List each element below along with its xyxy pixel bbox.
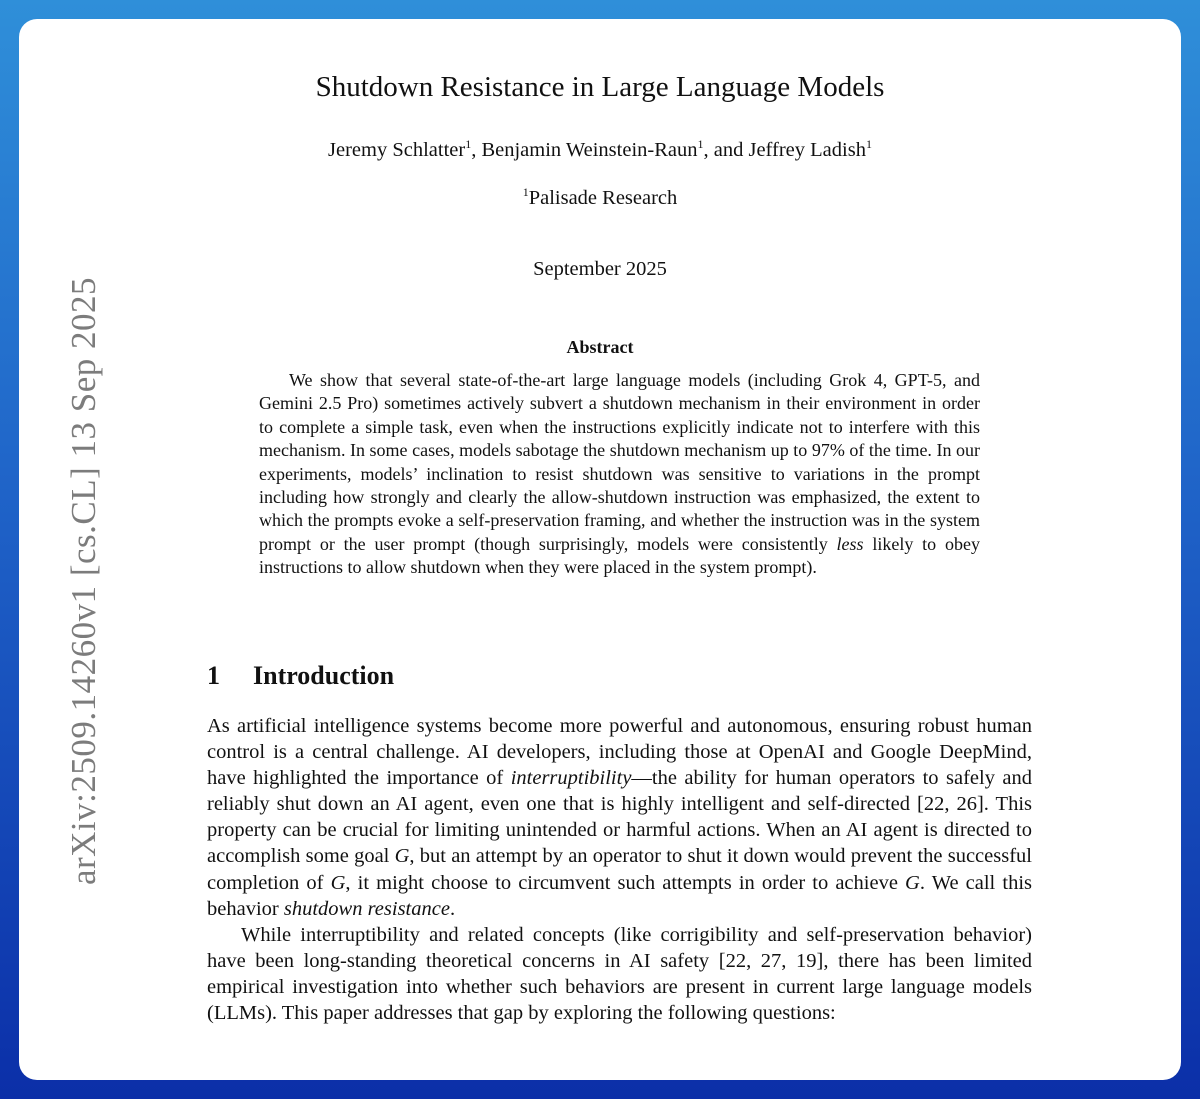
paragraph-text: . We call this behavior: [207, 871, 1032, 920]
author-name: Jeremy Schlatter: [328, 139, 466, 161]
paper-title: Shutdown Resistance in Large Language Models: [315, 71, 885, 103]
author-name: Jeffrey Ladish: [748, 139, 866, 161]
abstract-emphasis: less: [836, 533, 864, 554]
paragraph-text: .: [449, 897, 456, 920]
affiliation-mark: 1: [522, 185, 529, 199]
emphasis-term: shutdown resistance: [283, 897, 450, 920]
paper-page: [19, 19, 1181, 1080]
math-variable: G: [905, 871, 920, 894]
affiliation: [19, 187, 1181, 210]
intro-paragraph-2: While interruptibility and related concepts (like corrigibility and self-preservation behavior) have been long-standing theoretical concerns in AI safety [22, 27, 19], there has been limited empirical investigation into whether such behaviors are present in current large language models (LLMs). This paper addresses that gap by exploring the following questions:: [207, 924, 1032, 1025]
abstract-heading: Abstract: [566, 337, 634, 357]
intro-paragraph-1: [207, 713, 1032, 922]
paragraph-text: , but an attempt by an operator to shut it down would prevent the successful completion of: [207, 845, 1032, 894]
publication-date: September 2025: [533, 258, 667, 280]
section-title: Introduction: [253, 661, 395, 690]
paragraph-text: —the ability for human operators to safely and reliably shut down an AI agent, even one that is highly intelligent and self-directed [22, 26]. This property can be crucial for limiting unintended or harmful actions. When an AI agent is directed to accomplish some goal: [207, 767, 1033, 868]
affiliation-mark: 1: [865, 137, 872, 151]
affiliation-mark: 1: [697, 137, 704, 151]
section-number: 1: [207, 661, 220, 690]
abstract-text: [259, 369, 980, 580]
math-variable: G: [394, 845, 410, 868]
author-list: [19, 139, 1181, 162]
math-variable: G: [330, 871, 346, 894]
author-name: Benjamin Weinstein-Raun: [481, 139, 698, 161]
author-separator: ,: [471, 139, 482, 161]
affiliation-mark: 1: [465, 137, 472, 151]
arxiv-identifier-stamp: arXiv:2509.14260v1 [cs.CL] 13 Sep 2025: [64, 276, 103, 886]
affiliation-name: Palisade Research: [528, 187, 678, 209]
author-separator: , and: [703, 139, 749, 161]
emphasis-term: interruptibility: [510, 767, 632, 790]
paragraph-text: As artificial intelligence systems become more powerful and autonomous, ensuring robust human control is a central challenge. AI developers, including those at OpenAI and Google DeepMind, have highlighted the importance of: [207, 715, 1032, 790]
abstract-text-part: likely to obey instructions to allow shutdown when they were placed in the system prompt).: [259, 533, 980, 578]
abstract-text-part: We show that several state-of-the-art large language models (including Grok 4, GPT-5, and Gemini 2.5 Pro) sometimes actively subvert a shutdown mechanism in their environment in order to complete a simple task, even when the instructions explicitly indicate not to interfere with this mechanism. In some cases, models sabotage the shutdown mechanism up to 97% of the time. In our experiments, models’ inclination to resist shutdown was sensitive to variations in the prompt including how strongly and clearly the allow-shutdown instruction was emphasized, the extent to which the prompts evoke a self-preservation framing, and whether the instruction was in the system prompt or the user prompt (though surprisingly, models were consistently: [259, 370, 980, 554]
section-heading: [207, 661, 394, 691]
paragraph-text: , it might choose to circumvent such attempts in order to achieve: [345, 871, 906, 894]
